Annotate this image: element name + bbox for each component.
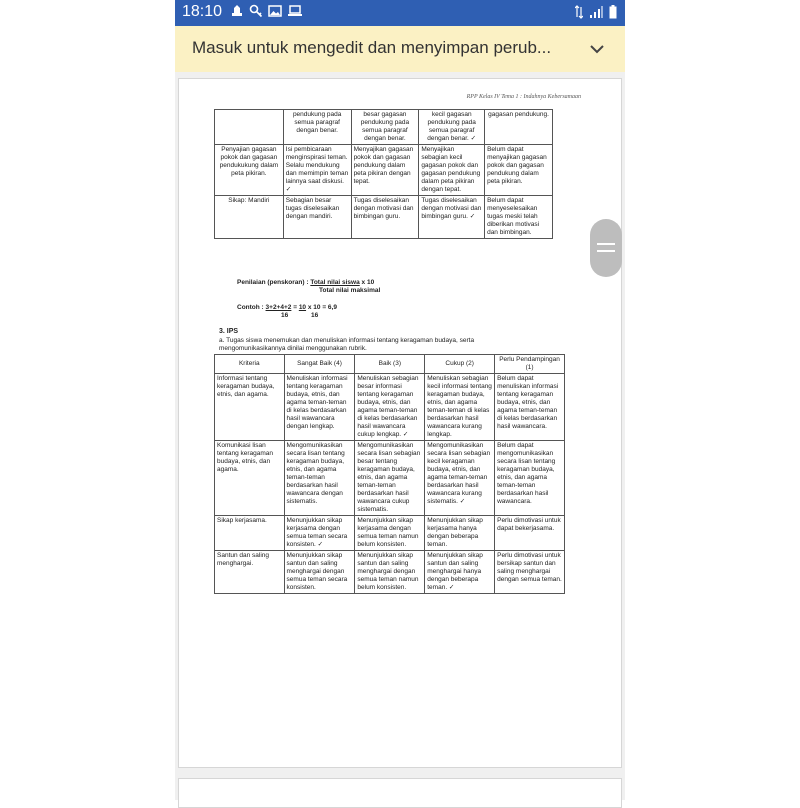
table-row bbox=[215, 374, 565, 441]
handle-line bbox=[597, 250, 615, 252]
table-cell: Menunjukkan sikap santun dan saling menghargai dengan semua teman secara konsisten. bbox=[284, 551, 355, 594]
handle-line bbox=[597, 243, 615, 245]
rubric-table-1 bbox=[214, 109, 553, 239]
table-cell: Belum dapat menyeselesaikan tugas meski telah diberikan motivasi dan bimbingan. bbox=[485, 196, 553, 239]
table-cell: Menyajikan sebagian kecil gagasan pokok dan gagasan pendukung dalam peta pikiran dengan tepat. bbox=[419, 145, 485, 196]
table-cell: Perlu dimotivasi untuk dapat bekerjasama. bbox=[495, 516, 565, 551]
table-cell: Mengomunikasikan secara lisan tentang keragaman budaya, etnis, dan agama teman-teman berdasarkan hasil wawancara dengan sistematis. bbox=[284, 441, 355, 516]
scoring-times: x 10 bbox=[361, 279, 375, 286]
table-cell: Santun dan saling menghargai. bbox=[215, 551, 285, 594]
running-header: RPP Kelas IV Tema 1 : Indahnya Kebersamaan bbox=[466, 94, 581, 100]
table-cell: Penyajian gagasan pokok dan gagasan pendukukung dalam peta pikiran. bbox=[215, 145, 284, 196]
laptop-icon bbox=[287, 4, 303, 18]
table-cell: Mengomunikasikan secara lisan sebagian besar tentang keragaman budaya, etnis, dan agama teman-teman berdasarkan hasil wawancara cukup sistematis. bbox=[355, 441, 425, 516]
example-equals: = bbox=[293, 304, 297, 311]
table-cell: Tugas diselesaikan dengan motivasi dan bimbingan guru. bbox=[351, 196, 419, 239]
table-cell: Isi pembicaraan menginspirasi teman. Selalu mendukung dan memimpin teman lainnya saat diskusi. ✓ bbox=[283, 145, 351, 196]
example-label: Contoh : bbox=[237, 304, 264, 311]
table-row bbox=[215, 441, 565, 516]
table-row bbox=[215, 551, 565, 594]
table-row bbox=[215, 196, 553, 239]
chevron-down-icon[interactable] bbox=[589, 41, 605, 57]
table-cell: gagasan pendukung. bbox=[485, 110, 553, 145]
status-left-icons bbox=[230, 4, 303, 18]
example-den2: 16 bbox=[311, 312, 319, 319]
example-num2: 10 bbox=[298, 304, 307, 311]
scoring-formula bbox=[237, 279, 374, 286]
table-cell: Sebagian besar tugas diselesaikan dengan mandiri. bbox=[283, 196, 351, 239]
table-row bbox=[215, 110, 553, 145]
section-title: 3. IPS bbox=[219, 328, 239, 335]
data-arrows-icon bbox=[575, 5, 583, 19]
drag-handle-icon[interactable] bbox=[590, 219, 622, 277]
document-page bbox=[178, 78, 622, 768]
table-cell bbox=[215, 110, 284, 145]
banner-message: Masuk untuk mengedit dan menyimpan perub... bbox=[192, 38, 552, 57]
status-time: 18:10 bbox=[182, 3, 223, 20]
table-cell: Menyajikan gagasan pokok dan gagasan pendukung dalam peta pikiran dengan tepat. bbox=[351, 145, 419, 196]
key-icon bbox=[249, 4, 263, 18]
table-cell: Perlu dimotivasi untuk bersikap santun dan saling menghargai dengan semua teman. bbox=[495, 551, 565, 594]
scoring-numerator: Total nilai siswa bbox=[310, 279, 360, 286]
table-cell: Sikap kerjasama. bbox=[215, 516, 285, 551]
table-cell: Menunjukkan sikap kerjasama dengan semua teman secara konsisten. ✓ bbox=[284, 516, 355, 551]
table-cell: besar gagasan pendukung pada semua paragraf dengan benar. bbox=[351, 110, 419, 145]
table-cell: Sikap: Mandiri bbox=[215, 196, 284, 239]
table-cell: Informasi tentang keragaman budaya, etnis, dan agama. bbox=[215, 374, 285, 441]
table-cell: Belum dapat menuliskan informasi tentang keragaman budaya, etnis, dan agama teman-teman di kelas berdasarkan hasil wawancara. bbox=[495, 374, 565, 441]
upload-icon bbox=[230, 4, 244, 18]
table-cell: Mengomunikasikan secara lisan sebagian kecil keragaman budaya, etnis, dan agama teman-teman berdasarkan hasil wawancara kurang sistematis. ✓ bbox=[425, 441, 495, 516]
column-header: Kriteria bbox=[215, 355, 285, 374]
battery-icon bbox=[609, 5, 617, 19]
table-cell: Menunjukkan sikap kerjasama hanya dengan beberapa teman. bbox=[425, 516, 495, 551]
status-right-icons bbox=[575, 5, 617, 19]
example-result: x 10 = 6,9 bbox=[307, 304, 337, 311]
table-cell: pendukung pada semua paragraf dengan benar. bbox=[283, 110, 351, 145]
table-row bbox=[215, 516, 565, 551]
column-header: Sangat Baik (4) bbox=[284, 355, 355, 374]
rubric-table-2 bbox=[214, 354, 565, 594]
signal-icon bbox=[589, 6, 603, 19]
table-cell: Belum dapat menyajikan gagasan pokok dan gagasan pendukung dalam peta pikiran. bbox=[485, 145, 553, 196]
table-cell: kecil gagasan pendukung pada semua paragraf dengan benar. ✓ bbox=[419, 110, 485, 145]
next-document-page bbox=[178, 778, 622, 808]
column-header: Baik (3) bbox=[355, 355, 425, 374]
scoring-denominator: Total nilai maksimal bbox=[319, 287, 381, 294]
column-header: Perlu Pendampingan (1) bbox=[495, 355, 565, 374]
scoring-label: Penilaian (penskoran) : bbox=[237, 279, 309, 286]
example-denominator: 16 bbox=[281, 312, 289, 319]
table-cell: Tugas diselesaikan dengan motivasi dan bimbingan guru. ✓ bbox=[419, 196, 485, 239]
table-cell: Menuliskan sebagian besar informasi tentang keragaman budaya, etnis, dan agama teman-teman di kelas berdasarkan hasil wawancara cukup lengkap. ✓ bbox=[355, 374, 425, 441]
table-cell: Menunjukkan sikap santun dan saling menghargai dengan semua teman namun belum konsisten. bbox=[355, 551, 425, 594]
table-cell: Menuliskan sebagian kecil informasi tentang keragaman budaya, etnis, dan agama teman-teman di kelas berdasarkan hasil wawancara kurang lengkap. bbox=[425, 374, 495, 441]
image-icon bbox=[268, 4, 282, 18]
column-header: Cukup (2) bbox=[425, 355, 495, 374]
example-numerator: 3+2+4+2 bbox=[265, 304, 292, 311]
table-cell: Menunjukkan sikap santun dan saling menghargai hanya dengan beberapa teman. ✓ bbox=[425, 551, 495, 594]
table-cell: Menuliskan informasi tentang keragaman budaya, etnis, dan agama teman-teman di kelas berdasarkan hasil wawancara dengan lengkap. bbox=[284, 374, 355, 441]
example-formula bbox=[237, 304, 337, 311]
sign-in-edit-banner[interactable] bbox=[175, 26, 625, 72]
table-header-row bbox=[215, 355, 565, 374]
table-cell: Belum dapat mengomunikasikan secara lisan tentang keragaman budaya, etnis, dan agama teman-teman berdasarkan hasil wawancara. bbox=[495, 441, 565, 516]
section-instruction: a. Tugas siswa menemukan dan menuliskan informasi tentang keragaman budaya, serta mengomunikasikannya dinilai menggunakan rubrik. bbox=[219, 337, 475, 352]
status-bar bbox=[175, 0, 625, 26]
table-cell: Menunjukkan sikap kerjasama dengan semua teman namun belum konsisten. bbox=[355, 516, 425, 551]
table-cell: Komunikasi lisan tentang keragaman budaya, etnis, dan agama. bbox=[215, 441, 285, 516]
table-row bbox=[215, 145, 553, 196]
